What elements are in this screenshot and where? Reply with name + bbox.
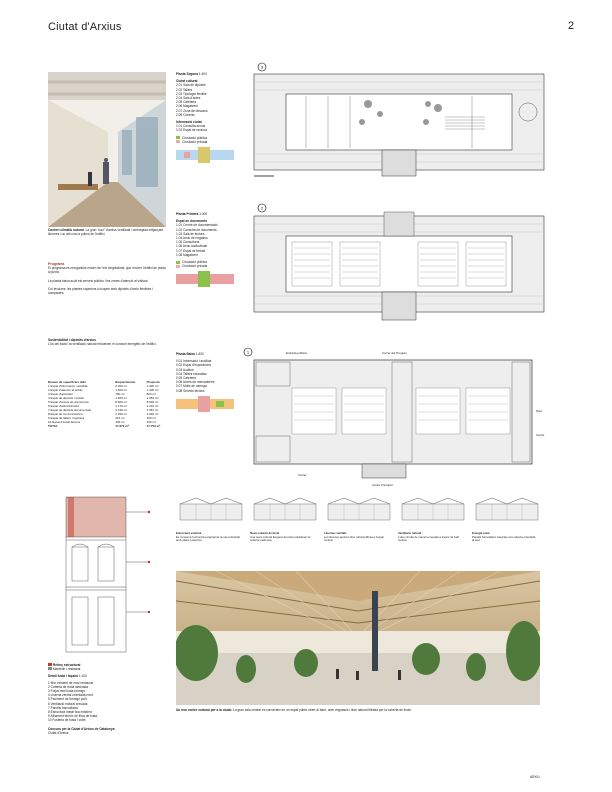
area-col-header: Proposta [146, 380, 160, 384]
footer-line: Concurs per la Ciutat d'Arxius de Catalunya [48, 726, 115, 731]
area-table-cell: 430 m² [115, 420, 125, 424]
section-diagram-text: L'aire circula de manera creuada a través de l'atri central. [398, 534, 460, 543]
area-table-cell: 5 Espai d'arxius de documents [48, 400, 89, 404]
plan1-legend [176, 212, 242, 289]
section-diagram [472, 496, 542, 522]
footer-line: Ciutat d'Arxius [48, 730, 69, 735]
plan2-legend-item: 1.02 Espai de recerca [176, 128, 208, 133]
legend-public: Circulació pública [182, 135, 207, 140]
program-paragraph: El programa es reorganitza entorn de l'eix longitudinal, que recorre l'edifici de punta a punta. [48, 266, 166, 275]
plan2-legend-item: 2.05 Cafeteria [176, 100, 197, 105]
area-table-cell: 8.600 m² [115, 400, 128, 404]
area-table-cell: 1.965 m² [115, 396, 128, 400]
legend-title: Reforç estructural [52, 663, 81, 667]
plan1-legend-item: 1.06 Arxiu audiovisual [176, 244, 208, 249]
section-diagram [324, 496, 394, 522]
area-table-cell: 1.920 m² [146, 384, 159, 388]
area-table-cell: 8.640 m² [146, 400, 159, 404]
area-col-header: Requeriments [115, 380, 136, 384]
area-table [48, 380, 168, 428]
plan2-title: Planta Segona [176, 72, 198, 76]
area-table-cell: 430 m² [146, 420, 156, 424]
plan-label-bottom-center: Accés Principal [372, 483, 393, 487]
section-notes [48, 663, 168, 735]
floor-plan-level-1 [250, 202, 548, 330]
plan2-legend-item: 2.03 Tipologia flexible [176, 91, 207, 96]
section-diagram-title: Estructura existent [176, 531, 202, 535]
section-diagram-text: Es conserva l'estructura original de la nau industrial amb pilars metàl·lics. [176, 534, 240, 543]
plan-label-bottom-left: Carrer [298, 473, 307, 477]
plan1-legend-item: 1.05 Consultoria [176, 240, 200, 245]
plan1-legend-item: 1.07 Espai de treball [176, 248, 206, 253]
plan2-number: 3 [260, 64, 264, 70]
area-table-cell: 2.250 m² [115, 412, 128, 416]
detail-scale: 1:100 [78, 674, 87, 679]
plan0-legend-item: 0.06 Accés de mercaderies [176, 380, 215, 385]
plan-label-top-center: Carrer del Progrés [382, 351, 407, 355]
area-table-cell: 2.040 m² [146, 412, 159, 416]
section-note-item: 5 Paviment de formigó polit [48, 697, 87, 702]
area-table-cell: 1.500 m² [115, 388, 128, 392]
section-diagram-title: Nova coberta de fusta [250, 531, 280, 535]
section-diagram-title: Ventilació natural [398, 531, 422, 535]
plan-label-top-left: Entrada pública [286, 351, 307, 355]
area-table-cell: 820 m² [146, 392, 156, 396]
area-table-cell: 1.954 m² [146, 396, 159, 400]
plan1-scale: 1:400 [199, 212, 208, 216]
section-diagram-title: Lluernes zenitals [324, 531, 347, 535]
section-note-item: 7 Panells fotovoltaics [48, 705, 78, 710]
area-table-cell: 1 Espai d'informació i acollida [48, 384, 88, 388]
section-diagram [398, 496, 468, 522]
plan1-legend-item: 1.02 Consulta de documents [176, 227, 217, 232]
plan2-legend-item: 2.06 Magatzem [176, 104, 198, 109]
plan2-legend-item: 2.07 Zona de descans [176, 108, 208, 113]
plan2-legend-item: 2.08 Coberta [176, 112, 195, 117]
section-note-item: 2 Coberta de fusta laminada [48, 684, 89, 689]
sustainability-heading: Sostenibilitat i dipòsits d'arxius [48, 338, 96, 342]
floor-plan-level-2 [250, 62, 548, 182]
section-note-item: 10 Fusteria de fusta i vidre [48, 718, 86, 723]
section-note-item: 6 Ventilació natural creuada [48, 701, 88, 706]
sustainability-text: L'ús del fusta i la ventilació natural redueixen el consum energètic de l'edifici. [48, 342, 157, 347]
plan1-legend-item: 1.03 Sala de lectura [176, 231, 205, 236]
area-table-cell: 780 m² [115, 392, 125, 396]
plan0-legend-item: 0.02 Espai d'exposicions [176, 363, 211, 368]
plan2-legend-item: 2.02 Tallers [176, 87, 193, 92]
program-section [48, 262, 168, 295]
plan0-title: Planta Baixa [176, 352, 195, 356]
area-table-cell: 6 Espai d'administració [48, 404, 79, 408]
floor-plan-ground [242, 340, 552, 490]
area-table-cell: 3 Espai d'activitats [48, 392, 73, 396]
program-heading: Programa [48, 262, 65, 266]
photo-caption-text: La gran "nau" d'arxius ventilada i ombrejada mitjançant lluernes i un atri com a pulmó de l'edifici. [48, 228, 164, 237]
section-diagram [176, 496, 246, 522]
plan0-scale: 1:400 [195, 352, 204, 356]
section-diagram-caption [472, 532, 538, 543]
legend-public: Circulació pública [182, 260, 207, 265]
section-diagram-title: Energia solar [472, 531, 490, 535]
program-paragraph: Col·leccions: les plantes superiors s'ocupen amb dipòsits d'arxiu flexibles i compactes. [48, 286, 153, 296]
plan1-legend-item: 1.01 Centre de documentació [176, 223, 218, 228]
section-note-item: 8 Estructura metàl·lica existent [48, 710, 92, 715]
area-table-cell: 1.210 m² [146, 404, 159, 408]
plan0-legend-item: 0.08 Serveis tècnics [176, 388, 205, 393]
detail-title: Detall fusta i façana [48, 674, 78, 679]
sustainability-section [48, 338, 168, 346]
plan1-title: Planta Primera [176, 212, 199, 216]
plan1-number: 2 [260, 205, 264, 211]
plan0-legend [176, 352, 242, 413]
plan0-legend-item: 0.03 Auditori [176, 367, 194, 372]
legend-private: Circulació privada [182, 264, 208, 269]
area-total-req: 17.670 m² [115, 424, 129, 428]
photo-caption [48, 228, 168, 236]
area-table-cell: 420 m² [146, 416, 156, 420]
page-title: Ciutat d'Arxius [48, 21, 122, 33]
area-table-cell: 9 Espai de tallers i logística [48, 416, 85, 420]
facade-section-drawing [48, 492, 168, 654]
render-caption-text: La gran sala central es converteix en un espai públic obert al barri, amb vegetació i llum natural filtrada per la coberta de fusta. [233, 708, 412, 712]
area-table-cell: 415 m² [115, 416, 125, 420]
section-diagram-text: Una nova coberta lleugera de fusta substitueix la coberta malmesa. [250, 534, 311, 543]
plan0-legend-item: 0.07 Molls de càrrega [176, 384, 207, 389]
plan0-number: 1 [246, 349, 250, 355]
section-diagram-text: Les lluernes aporten llum natural difusa a l'espai central. [324, 534, 384, 543]
section-diagram-text: Panells fotovoltaics integrats a la coberta orientada al sud. [472, 534, 536, 543]
area-table-cell: 7 Espai de dipòsits documentals [48, 408, 92, 412]
area-table-cell: 2.000 m² [115, 384, 128, 388]
plan2-legend-item: 2.04 Sala d'actes [176, 96, 201, 101]
page-number: 2 [568, 20, 575, 32]
area-table-cell: 1.170 m² [115, 404, 128, 408]
plan1-legend-head: Espai de documents [176, 219, 207, 224]
area-table-cell: 8 Espai de comunicacions [48, 412, 83, 416]
section-note-item: 9 Aïllament tèrmic de fibra de fusta [48, 714, 98, 719]
plan-label-right-bottom: Carrer [536, 433, 545, 437]
area-total-prop: 17.750 m² [146, 424, 161, 428]
section-diagram-caption [250, 532, 316, 543]
area-table-cell: 3.387 m² [146, 408, 159, 412]
plan1-legend-item: 1.08 Magatzem [176, 252, 198, 257]
interior-photo [48, 72, 166, 227]
plan0-legend-item: 0.04 Tallers educatius [176, 371, 207, 376]
plan2-legend-head: Ciutat cultural [176, 79, 198, 84]
plan2-legend [176, 72, 242, 164]
plan2-legend2-head: Informació ciutat [176, 120, 202, 125]
footer-code: ARXIU [530, 775, 540, 779]
plan2-legend-item: 1.01 Consulta arxius [176, 124, 206, 129]
area-table-cell: 2 Espai d'atenció al públic [48, 388, 83, 392]
render-caption [176, 708, 540, 712]
area-table-cell: 4 Espai de dipòsits i treball [48, 396, 84, 400]
section-diagram-caption [398, 532, 464, 543]
area-table-cell: 1.405 m² [146, 388, 159, 392]
area-total-label: TOTAL [48, 424, 58, 428]
plan1-legend-item: 1.04 Arxiu de negatius [176, 236, 208, 241]
interior-render [176, 571, 540, 705]
area-table-cell: 10 Espai d'instal·lacions [48, 420, 81, 424]
section-diagram-caption [176, 532, 242, 543]
plan-label-right-top: Parc [536, 409, 543, 413]
photo-caption-title: Confort climàtic natural. [48, 228, 85, 232]
plan2-legend-item: 2.01 Sala de dipòsits [176, 83, 206, 88]
plan0-legend-item: 0.01 Informació i acollida [176, 359, 212, 364]
area-col-header: Resum de superficies útils [48, 380, 87, 384]
area-table-cell: 3.430 m² [115, 408, 128, 412]
legend-sub: Mantenir i restaurar [52, 667, 81, 672]
render-caption-title: Un nou centre cultural per a la ciutat. [176, 708, 233, 712]
section-diagram-caption [324, 532, 390, 543]
section-note-item: 1 Mur existent de maó restaurat [48, 680, 94, 685]
section-diagram [250, 496, 320, 522]
plan2-scale: 1:400 [198, 72, 207, 76]
section-note-item: 3 Forjat mixt fusta-formigó [48, 689, 86, 694]
plan0-legend-item: 0.05 Cafeteria [176, 376, 197, 381]
legend-private: Circulació privada [182, 139, 208, 144]
section-note-item: 4 Lluerna zenital orientada nord [48, 693, 93, 698]
program-paragraph: La planta baixa acull els serveis públics i les zones d'atenció al visitant. [48, 278, 149, 283]
